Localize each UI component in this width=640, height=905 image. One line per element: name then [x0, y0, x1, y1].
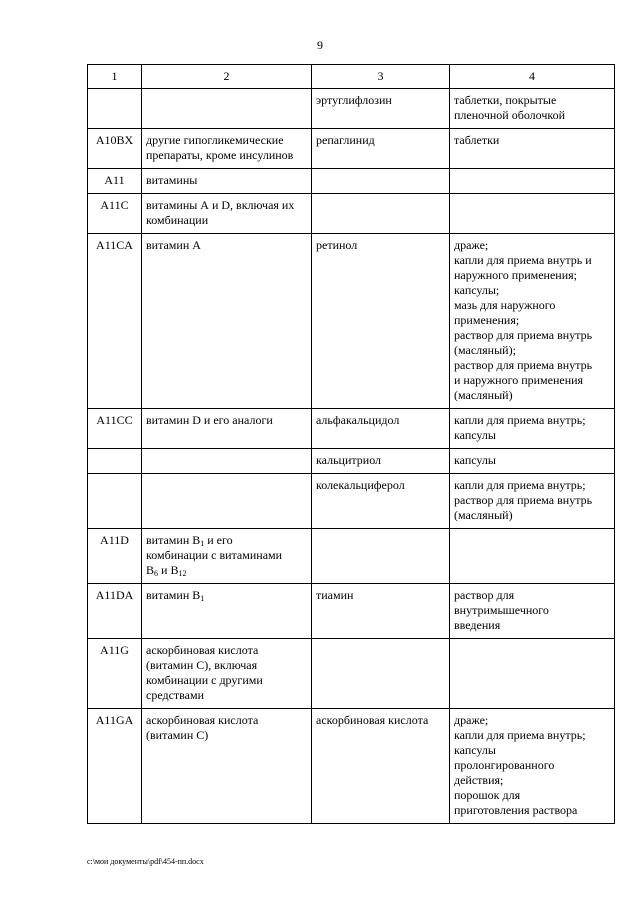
dosage-form-line: приготовления раствора: [454, 803, 578, 817]
file-path-footer: c:\мои документы\pdf\454-пп.docx: [87, 857, 204, 866]
substance-cell: [312, 129, 450, 169]
group-name-line: [146, 588, 307, 603]
substance-name: кальцитриол: [316, 453, 382, 467]
dosage-form-line: мазь для наружного: [454, 298, 556, 312]
dosage-forms-cell: [450, 409, 615, 449]
table-row: [88, 529, 615, 584]
dosage-forms-cell: [450, 449, 615, 474]
group-name-line: препараты, кроме инсулинов: [146, 148, 294, 162]
group-name-line: аскорбиновая кислота: [146, 713, 259, 727]
table-row: [88, 709, 615, 824]
atc-code-cell: [88, 234, 142, 409]
dosage-form-line: действия;: [454, 773, 504, 787]
atc-code: A11C: [100, 198, 129, 212]
dosage-form-line: капли для приема внутрь;: [454, 728, 586, 742]
group-name-line: аскорбиновая кислота: [146, 643, 259, 657]
subscript: 1: [200, 594, 205, 603]
table-row: [88, 584, 615, 639]
dosage-form-line: (масляный): [454, 388, 513, 402]
dosage-form-line: раствор для: [454, 588, 515, 602]
subscript: 1: [200, 539, 205, 548]
group-name-line: витамины А и D, включая их: [146, 198, 295, 212]
drug-table: [87, 64, 615, 824]
substance-cell: [312, 529, 450, 584]
group-name-cell: [142, 234, 312, 409]
dosage-form-line: капсулы: [454, 428, 496, 442]
dosage-forms-cell: [450, 709, 615, 824]
dosage-forms-cell: [450, 529, 615, 584]
group-text: и B: [158, 563, 179, 577]
group-name-line: комбинации: [146, 213, 209, 227]
atc-code-cell: [88, 474, 142, 529]
subscript: 6: [154, 569, 159, 578]
dosage-forms-cell: [450, 129, 615, 169]
dosage-form-line: капли для приема внутрь и: [454, 253, 592, 267]
atc-code: A11G: [100, 643, 129, 657]
dosage-forms-cell: [450, 194, 615, 234]
atc-code-cell: [88, 89, 142, 129]
dosage-forms-cell: [450, 89, 615, 129]
group-name-line: другие гипогликемические: [146, 133, 284, 147]
table-header-row: [88, 65, 615, 89]
table-row: [88, 449, 615, 474]
group-name-cell: [142, 474, 312, 529]
dosage-form-line: раствор для приема внутрь: [454, 493, 593, 507]
dosage-form-line: капли для приема внутрь;: [454, 478, 586, 492]
atc-code-cell: [88, 129, 142, 169]
dosage-form-line: пролонгированного: [454, 758, 555, 772]
atc-code: A10BX: [95, 133, 134, 147]
atc-code-cell: [88, 709, 142, 824]
substance-name: колекальциферол: [316, 478, 405, 492]
group-name-cell: [142, 194, 312, 234]
group-name-cell: [142, 449, 312, 474]
substance-cell: [312, 409, 450, 449]
group-name-cell: [142, 639, 312, 709]
substance-cell: [312, 89, 450, 129]
group-name-cell: [142, 129, 312, 169]
dosage-form-line: (масляный): [454, 508, 513, 522]
header-col-4: 4: [450, 65, 615, 89]
dosage-form-line: таблетки, покрытые: [454, 93, 557, 107]
atc-code-cell: [88, 169, 142, 194]
table-row: [88, 409, 615, 449]
dosage-form-line: раствор для приема внутрь: [454, 358, 593, 372]
group-name-cell: [142, 409, 312, 449]
group-name-line: (витамин С), включая: [146, 658, 258, 672]
dosage-forms-cell: [450, 584, 615, 639]
atc-code: A11CA: [96, 238, 133, 252]
substance-name: тиамин: [316, 588, 354, 602]
group-name-cell: [142, 89, 312, 129]
atc-code-cell: [88, 639, 142, 709]
group-name-line: средствами: [146, 688, 205, 702]
atc-code-cell: [88, 194, 142, 234]
group-name-cell: [142, 169, 312, 194]
table-row: [88, 234, 615, 409]
table-row: [88, 474, 615, 529]
substance-name: репаглинид: [316, 133, 375, 147]
atc-code-cell: [88, 449, 142, 474]
group-name-cell: [142, 709, 312, 824]
table-row: [88, 89, 615, 129]
header-col-2: 2: [142, 65, 312, 89]
dosage-form-line: капсулы;: [454, 283, 500, 297]
dosage-form-line: и наружного применения: [454, 373, 584, 387]
substance-name: эртуглифлозин: [316, 93, 392, 107]
dosage-form-line: (масляный);: [454, 343, 516, 357]
group-name-line: витамин А: [146, 238, 201, 252]
atc-code-cell: [88, 529, 142, 584]
dosage-forms-cell: [450, 169, 615, 194]
group-text: витамин B: [146, 588, 201, 602]
group-name-cell: [142, 529, 312, 584]
substance-cell: [312, 584, 450, 639]
substance-name: альфакальцидол: [316, 413, 400, 427]
dosage-form-line: таблетки: [454, 133, 500, 147]
group-name-cell: [142, 584, 312, 639]
group-text: и его: [204, 533, 233, 547]
substance-name: аскорбиновая кислота: [316, 713, 429, 727]
dosage-form-line: внутримышечного: [454, 603, 549, 617]
atc-code: A11DA: [95, 588, 134, 602]
group-name-line: комбинации с витаминами: [146, 548, 283, 562]
subscript: 12: [178, 569, 187, 578]
dosage-form-line: драже;: [454, 713, 489, 727]
substance-cell: [312, 169, 450, 194]
group-name-line: [146, 563, 307, 578]
table-row: [88, 169, 615, 194]
atc-code: A11CC: [96, 413, 133, 427]
dosage-form-line: порошок для: [454, 788, 521, 802]
group-text: витамин B: [146, 533, 201, 547]
substance-cell: [312, 449, 450, 474]
atc-code: A11D: [100, 533, 129, 547]
group-name-line: [146, 533, 307, 548]
dosage-form-line: капсулы: [454, 453, 496, 467]
table-row: [88, 129, 615, 169]
dosage-form-line: капсулы: [454, 743, 496, 757]
dosage-form-line: капли для приема внутрь;: [454, 413, 586, 427]
atc-code-cell: [88, 409, 142, 449]
header-col-1: 1: [88, 65, 142, 89]
substance-cell: [312, 639, 450, 709]
table-row: [88, 194, 615, 234]
substance-cell: [312, 709, 450, 824]
substance-cell: [312, 474, 450, 529]
dosage-forms-cell: [450, 639, 615, 709]
group-name-line: витамины: [146, 173, 198, 187]
page-number: 9: [317, 38, 323, 52]
dosage-forms-cell: [450, 474, 615, 529]
substance-cell: [312, 194, 450, 234]
atc-code: A11: [104, 173, 125, 187]
dosage-form-line: наружного применения;: [454, 268, 577, 282]
dosage-form-line: введения: [454, 618, 501, 632]
substance-name: ретинол: [316, 238, 358, 252]
dosage-form-line: раствор для приема внутрь: [454, 328, 593, 342]
group-name-line: комбинации с другими: [146, 673, 263, 687]
atc-code: A11GA: [95, 713, 134, 727]
group-name-line: (витамин С): [146, 728, 209, 742]
group-text: B: [146, 563, 155, 577]
table-row: [88, 639, 615, 709]
dosage-form-line: пленочной оболочкой: [454, 108, 566, 122]
group-name-line: витамин D и его аналоги: [146, 413, 273, 427]
substance-cell: [312, 234, 450, 409]
dosage-forms-cell: [450, 234, 615, 409]
atc-code-cell: [88, 584, 142, 639]
header-col-3: 3: [312, 65, 450, 89]
dosage-form-line: применения;: [454, 313, 520, 327]
dosage-form-line: драже;: [454, 238, 489, 252]
